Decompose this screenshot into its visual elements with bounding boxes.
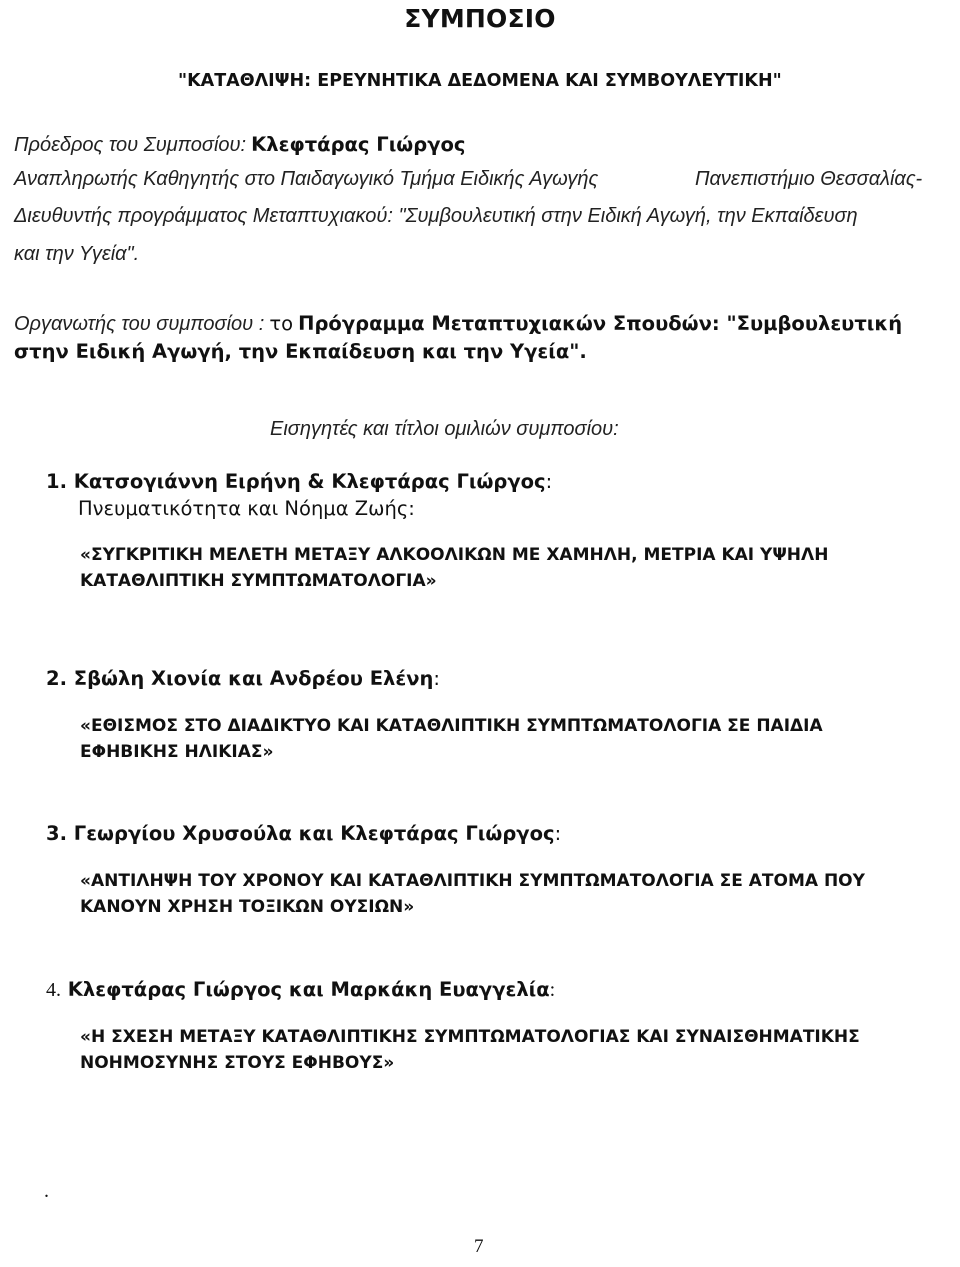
talk-3-title	[80, 868, 950, 920]
talk-3-speakers: Γεωργίου Χρυσούλα και Κλεφτάρας Γιώργος	[73, 822, 555, 845]
page-title: ΣΥΜΠΟΣΙΟ	[404, 4, 556, 33]
organizer-label: Οργανωτής του συμποσίου :	[14, 313, 265, 335]
talk-3-number: 3.	[46, 822, 67, 845]
talk-1-speakers: Κατσογιάννη Ειρήνη & Κλεφτάρας Γιώργος	[73, 470, 546, 493]
talk-2-title-line1: «ΕΘΙΣΜΟΣ ΣΤΟ ΔΙΑΔΙΚΤΥΟ ΚΑΙ ΚΑΤΑΘΛΙΠΤΙΚΗ ΣΥΜΠΤΩΜΑΤΟΛΟΓΙΑ ΣΕ ΠΑΙΔΙΑ	[80, 716, 823, 736]
chair-line	[14, 133, 465, 157]
chair-role-left: Αναπληρωτής Καθηγητής στο Παιδαγωγικό Τμήμα Ειδικής Αγωγής	[14, 168, 599, 190]
organizer-line2: στην Ειδική Αγωγή, την Εκπαίδευση και την Υγεία".	[14, 340, 587, 363]
talk-2-title	[80, 713, 940, 765]
talk-1-number: 1.	[46, 470, 67, 493]
talk-4-title	[80, 1024, 950, 1076]
chair-university: Πανεπιστήμιο Θεσσαλίας-	[695, 168, 923, 190]
organizer-line1	[14, 312, 902, 336]
chair-label: Πρόεδρος του Συμποσίου:	[14, 134, 247, 156]
talk-3-speakers-line	[46, 822, 561, 845]
talk-2-speakers-line	[46, 667, 440, 690]
talk-2-colon: :	[433, 667, 440, 690]
speakers-heading: Εισηγητές και τίτλοι ομιλιών συμποσίου:	[270, 418, 619, 440]
page-number: 7	[474, 1236, 484, 1257]
organizer-prefix: το	[269, 312, 294, 335]
talk-2-number: 2.	[46, 667, 67, 690]
talk-3-title-line2: ΚΑΝΟΥΝ ΧΡΗΣΗ ΤΟΞΙΚΩΝ ΟΥΣΙΩΝ»	[80, 897, 415, 917]
talk-4-title-line2: ΝΟΗΜΟΣΥΝΗΣ ΣΤΟΥΣ ΕΦΗΒΟΥΣ»	[80, 1053, 395, 1073]
talk-4-colon: :	[549, 979, 556, 1001]
symposium-subtitle: "ΚΑΤΑΘΛΙΨΗ: ΕΡΕΥΝΗΤΙΚΑ ΔΕΔΟΜΕΝΑ ΚΑΙ ΣΥΜΒΟΥΛΕΥΤΙΚΗ"	[178, 71, 782, 91]
talk-3-title-line1: «ΑΝΤΙΛΗΨΗ ΤΟΥ ΧΡΟΝΟΥ ΚΑΙ ΚΑΤΑΘΛΙΠΤΙΚΗ ΣΥΜΠΤΩΜΑΤΟΛΟΓΙΑ ΣΕ ΑΤΟΜΑ ΠΟΥ	[80, 871, 865, 891]
talk-1-title-line1: «ΣΥΓΚΡΙΤΙΚΗ ΜΕΛΕΤΗ ΜΕΤΑΞΥ ΑΛΚΟΟΛΙΚΩΝ ΜΕ ΧΑΜΗΛΗ, ΜΕΤΡΙΑ ΚΑΙ ΥΨΗΛΗ	[80, 545, 829, 565]
talk-3-colon: :	[554, 822, 562, 845]
talk-2-speakers: Σβώλη Χιονία και Ανδρέου Ελένη	[73, 667, 434, 690]
stray-dot: .	[44, 1180, 49, 1202]
talk-1-title	[80, 542, 940, 594]
talk-4-speakers-line	[46, 978, 555, 1002]
talk-1-speakers-line	[46, 470, 552, 493]
chair-role-line2: Διευθυντής προγράμματος Μεταπτυχιακού: "Συμβουλευτική στην Ειδική Αγωγή, την Εκπαίδευση	[14, 205, 858, 227]
chair-role-line3: και την Υγεία".	[14, 243, 140, 265]
talk-1-title-line2: ΚΑΤΑΘΛΙΠΤΙΚΗ ΣΥΜΠΤΩΜΑΤΟΛΟΓΙΑ»	[80, 571, 437, 591]
talk-4-title-line1: «Η ΣΧΕΣΗ ΜΕΤΑΞΥ ΚΑΤΑΘΛΙΠΤΙΚΗΣ ΣΥΜΠΤΩΜΑΤΟΛΟΓΙΑΣ ΚΑΙ ΣΥΝΑΙΣΘΗΜΑΤΙΚΗΣ	[80, 1027, 860, 1047]
talk-4-number: 4.	[46, 979, 61, 1001]
chair-name: Κλεφτάρας Γιώργος	[251, 133, 466, 156]
organizer-program: Πρόγραμμα Μεταπτυχιακών Σπουδών: "Συμβουλευτική	[298, 312, 903, 335]
talk-1-affiliation: Πνευματικότητα και Νόημα Ζωής:	[78, 497, 415, 520]
talk-2-title-line2: ΕΦΗΒΙΚΗΣ ΗΛΙΚΙΑΣ»	[80, 742, 274, 762]
talk-4-speakers: Κλεφτάρας Γιώργος και Μαρκάκη Ευαγγελία	[67, 978, 550, 1001]
talk-1-colon: :	[545, 470, 553, 493]
